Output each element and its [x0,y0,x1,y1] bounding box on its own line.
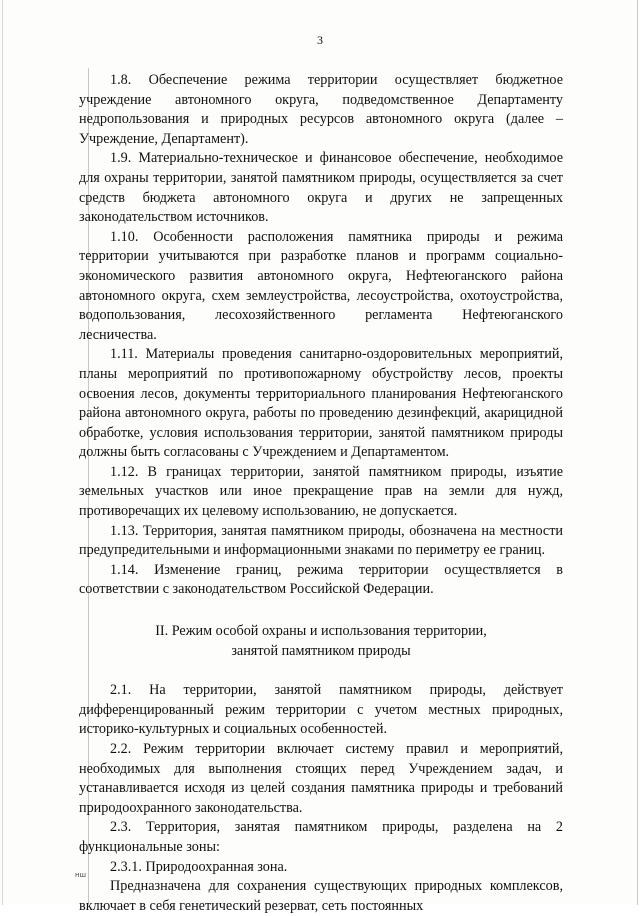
paragraph-2-1: 2.1. На территории, занятой памятником природы, действует дифференцированный режим территории с учетом местных природных, историко-культурных и социальных особенностей. [79,682,563,738]
scan-edge-left [2,0,3,905]
paragraph-1-12: 1.12. В границах территории, занятой памятником природы, изъятие земельных участков или иное прекращение прав на земли для нужд, противоречащих их целевому использованию, не допускается. [79,463,563,520]
document-body [79,71,563,916]
paragraph-1-11: 1.11. Материалы проведения санитарно-оздоровительных мероприятий, планы мероприятий по противопожарному обустройству лесов, проекты освоения лесов, документы территориального планирования Нефтеюганского района автономного округа, работы по проведению дезинфекций, акарицидной обработке, условия использования территории, занятой памятником природы должны быть согласованы с Учреждением и Департаментом. [79,346,563,461]
scan-edge-right [637,0,638,905]
paragraph-2-3-1: 2.3.1. Природоохранная зона. [110,858,288,875]
section-heading [79,622,563,661]
paragraph-zone-description: Предназначена для сохранения существующих природных комплексов, включает в себя генетический резерват, сеть постоянных [79,878,563,914]
paragraph-1-14: 1.14. Изменение границ, режима территории осуществляется в соответствии с законодательством Российской Федерации. [79,561,563,598]
paragraph-1-9: 1.9. Материально-техническое и финансовое обеспечение, необходимое для охраны территории, занятой памятником природы, осуществляется за счет средств бюджета автономного округа и других не запрещенных законодательством источников. [79,150,563,226]
paragraph-1-13: 1.13. Территория, занятая памятником природы, обозначена на местности предупредительными и информационными знаками по периметру ее границ. [79,522,563,559]
paragraph-2-3: 2.3. Территория, занятая памятником природы, разделена на 2 функциональные зоны: [79,819,563,855]
paragraph-1-10: 1.10. Особенности расположения памятника природы и режима территории учитываются при разработке планов и программ социально-экономического развития автономного округа, Нефтеюганского района автономного округа, схем землеустройства, лесоустройства, охотоустройства, водопользования, лесохозяйственного регламента Нефтеюганского лесничества. [79,228,563,343]
section-heading-line-1: II. Режим особой охраны и использования территории, [155,623,487,640]
paragraph-2-2: 2.2. Режим территории включает систему правил и мероприятий, необходимых для выполнения стоящих перед Учреждением задач, и устанавливается исходя из целей создания памятника природы и требований природоохранного законодательства. [79,741,563,816]
corner-mark: нш [75,871,86,879]
paragraph-1-8: 1.8. Обеспечение режима территории осуществляет бюджетное учреждение автономного округа, подведомственное Департаменту недропользования и природных ресурсов автономного округа (далее – Учреждение, Департамент). [79,72,563,147]
section-heading-line-2: занятой памятником природы [231,642,411,659]
page-number: 3 [317,33,323,47]
